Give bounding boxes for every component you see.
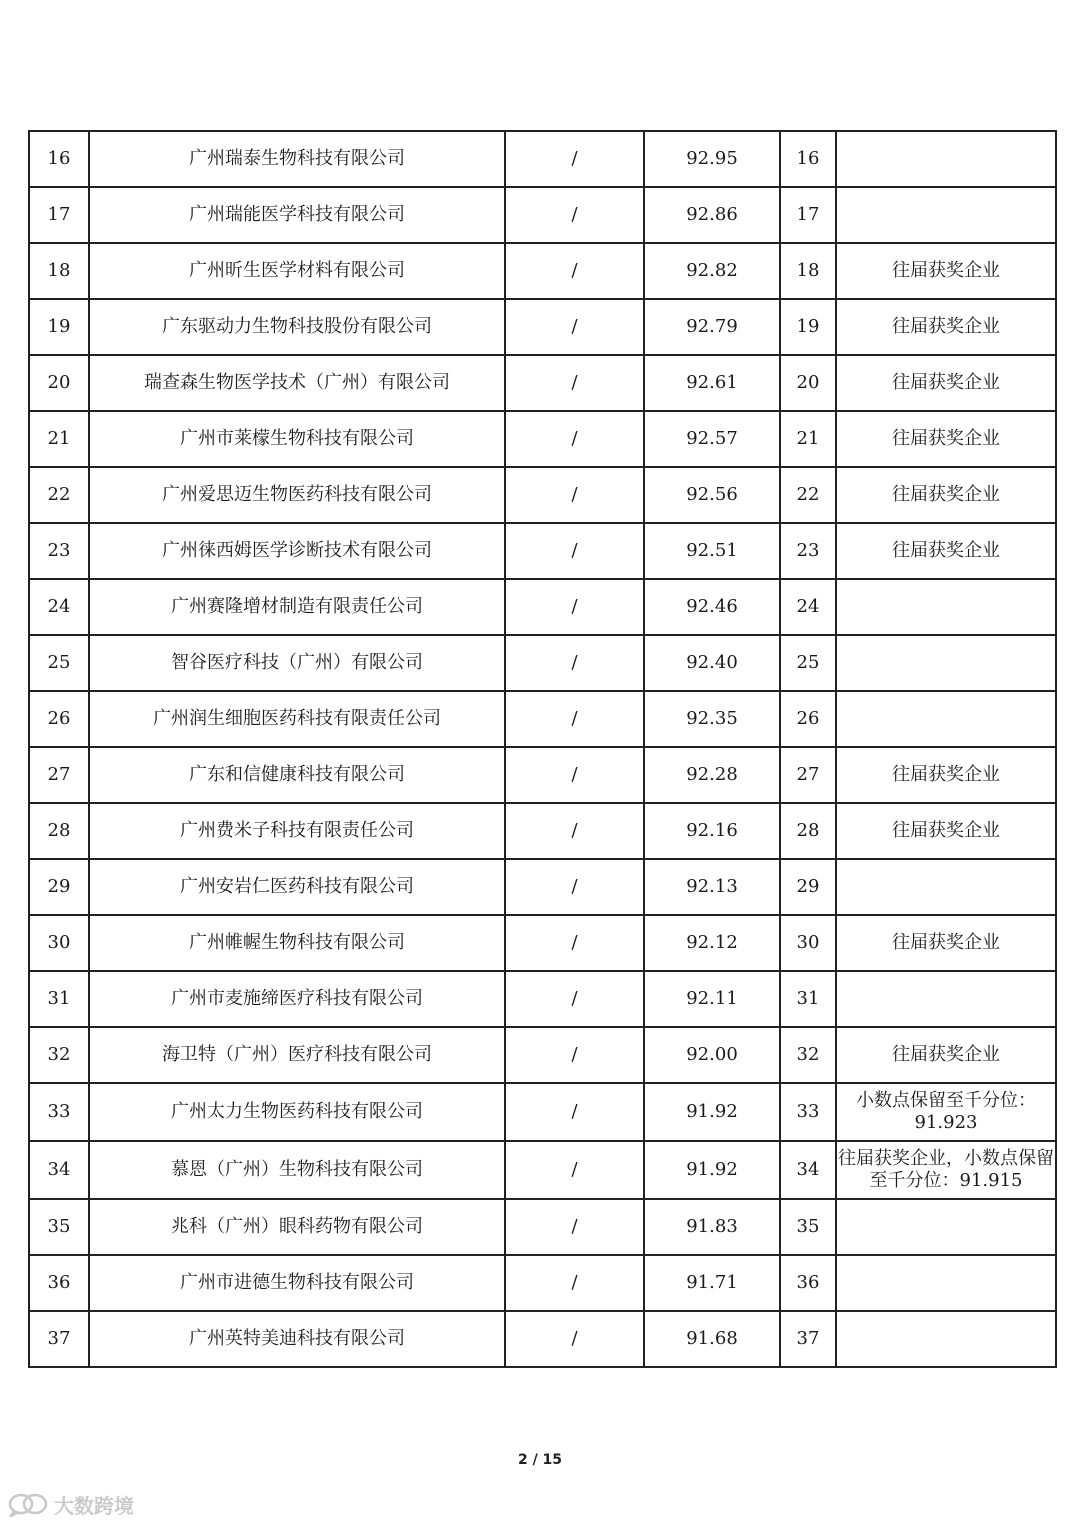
rank-cell: 31 (29, 971, 89, 1027)
rank-repeat-cell: 21 (780, 411, 836, 467)
note-cell: 往届获奖企业 (836, 915, 1056, 971)
rank-cell: 29 (29, 859, 89, 915)
rank-repeat-cell: 23 (780, 523, 836, 579)
slash-cell: / (505, 1311, 644, 1367)
company-name-cell: 广州费米子科技有限责任公司 (89, 803, 505, 859)
slash-cell: / (505, 467, 644, 523)
rank-repeat-cell: 17 (780, 187, 836, 243)
note-cell (836, 971, 1056, 1027)
rank-cell: 25 (29, 635, 89, 691)
company-name-cell: 广州昕生医学材料有限公司 (89, 243, 505, 299)
note-cell: 往届获奖企业 (836, 523, 1056, 579)
slash-cell: / (505, 355, 644, 411)
note-cell: 往届获奖企业 (836, 243, 1056, 299)
score-cell: 92.12 (644, 915, 780, 971)
note-cell (836, 635, 1056, 691)
score-cell: 92.11 (644, 971, 780, 1027)
slash-cell: / (505, 803, 644, 859)
rank-cell: 20 (29, 355, 89, 411)
rank-cell: 37 (29, 1311, 89, 1367)
slash-cell: / (505, 1027, 644, 1083)
company-name-cell: 广州太力生物医药科技有限公司 (89, 1083, 505, 1141)
slash-cell: / (505, 1141, 644, 1199)
rank-repeat-cell: 32 (780, 1027, 836, 1083)
score-cell: 91.92 (644, 1141, 780, 1199)
table-row (29, 1141, 1056, 1199)
score-cell: 92.28 (644, 747, 780, 803)
rank-cell: 24 (29, 579, 89, 635)
company-name-cell: 广州徕西姆医学诊断技术有限公司 (89, 523, 505, 579)
company-name-cell: 广州市麦施缔医疗科技有限公司 (89, 971, 505, 1027)
rank-repeat-cell: 30 (780, 915, 836, 971)
table-row (29, 243, 1056, 299)
table-row (29, 971, 1056, 1027)
score-cell: 91.83 (644, 1199, 780, 1255)
slash-cell: / (505, 579, 644, 635)
table-row (29, 131, 1056, 187)
note-cell (836, 859, 1056, 915)
score-cell: 92.56 (644, 467, 780, 523)
note-cell: 往届获奖企业 (836, 467, 1056, 523)
slash-cell: / (505, 1255, 644, 1311)
ranking-table-body (29, 131, 1056, 1367)
company-name-cell: 广州爱思迈生物医药科技有限公司 (89, 467, 505, 523)
company-name-cell: 广州赛隆增材制造有限责任公司 (89, 579, 505, 635)
rank-cell: 32 (29, 1027, 89, 1083)
slash-cell: / (505, 411, 644, 467)
score-cell: 92.61 (644, 355, 780, 411)
score-cell: 92.40 (644, 635, 780, 691)
score-cell: 92.16 (644, 803, 780, 859)
slash-cell: / (505, 1083, 644, 1141)
score-cell: 92.35 (644, 691, 780, 747)
score-cell: 91.68 (644, 1311, 780, 1367)
rank-repeat-cell: 35 (780, 1199, 836, 1255)
rank-repeat-cell: 27 (780, 747, 836, 803)
score-cell: 91.92 (644, 1083, 780, 1141)
note-cell: 往届获奖企业，小数点保留至千分位：91.915 (836, 1141, 1056, 1199)
company-name-cell: 广州市莱檬生物科技有限公司 (89, 411, 505, 467)
company-name-cell: 慕恩（广州）生物科技有限公司 (89, 1141, 505, 1199)
score-cell: 92.00 (644, 1027, 780, 1083)
table-row (29, 803, 1056, 859)
slash-cell: / (505, 971, 644, 1027)
note-cell (836, 1199, 1056, 1255)
score-cell: 92.86 (644, 187, 780, 243)
table-row (29, 1027, 1056, 1083)
rank-cell: 28 (29, 803, 89, 859)
rank-repeat-cell: 16 (780, 131, 836, 187)
rank-cell: 33 (29, 1083, 89, 1141)
score-cell: 92.57 (644, 411, 780, 467)
rank-cell: 16 (29, 131, 89, 187)
rank-cell: 30 (29, 915, 89, 971)
note-cell: 往届获奖企业 (836, 355, 1056, 411)
rank-cell: 17 (29, 187, 89, 243)
slash-cell: / (505, 859, 644, 915)
table-row (29, 579, 1056, 635)
watermark-text: 大数跨境 (54, 1494, 134, 1518)
note-cell: 往届获奖企业 (836, 747, 1056, 803)
note-cell: 往届获奖企业 (836, 411, 1056, 467)
company-name-cell: 广东驱动力生物科技股份有限公司 (89, 299, 505, 355)
rank-repeat-cell: 20 (780, 355, 836, 411)
slash-cell: / (505, 187, 644, 243)
company-name-cell: 广州瑞泰生物科技有限公司 (89, 131, 505, 187)
table-row (29, 1199, 1056, 1255)
table-row (29, 187, 1056, 243)
slash-cell: / (505, 635, 644, 691)
table-row (29, 1083, 1056, 1141)
rank-cell: 19 (29, 299, 89, 355)
note-cell: 小数点保留至千分位：91.923 (836, 1083, 1056, 1141)
slash-cell: / (505, 243, 644, 299)
rank-cell: 34 (29, 1141, 89, 1199)
slash-cell: / (505, 299, 644, 355)
table-row (29, 691, 1056, 747)
company-name-cell: 广东和信健康科技有限公司 (89, 747, 505, 803)
rank-repeat-cell: 28 (780, 803, 836, 859)
rank-cell: 35 (29, 1199, 89, 1255)
note-cell (836, 131, 1056, 187)
note-cell (836, 579, 1056, 635)
company-name-cell: 海卫特（广州）医疗科技有限公司 (89, 1027, 505, 1083)
rank-repeat-cell: 37 (780, 1311, 836, 1367)
note-cell (836, 1255, 1056, 1311)
company-name-cell: 广州瑞能医学科技有限公司 (89, 187, 505, 243)
note-cell (836, 187, 1056, 243)
score-cell: 92.82 (644, 243, 780, 299)
table-row (29, 411, 1056, 467)
rank-cell: 22 (29, 467, 89, 523)
rank-repeat-cell: 29 (780, 859, 836, 915)
table-row (29, 1255, 1056, 1311)
rank-repeat-cell: 24 (780, 579, 836, 635)
table-row (29, 915, 1056, 971)
rank-repeat-cell: 34 (780, 1141, 836, 1199)
table-row (29, 523, 1056, 579)
score-cell: 92.95 (644, 131, 780, 187)
rank-repeat-cell: 33 (780, 1083, 836, 1141)
table-row (29, 747, 1056, 803)
ranking-table (28, 130, 1057, 1368)
slash-cell: / (505, 915, 644, 971)
slash-cell: / (505, 1199, 644, 1255)
score-cell: 92.13 (644, 859, 780, 915)
score-cell: 92.79 (644, 299, 780, 355)
score-cell: 91.71 (644, 1255, 780, 1311)
note-cell (836, 691, 1056, 747)
note-cell: 往届获奖企业 (836, 1027, 1056, 1083)
table-row (29, 859, 1056, 915)
company-name-cell: 广州安岩仁医药科技有限公司 (89, 859, 505, 915)
table-row (29, 355, 1056, 411)
rank-cell: 26 (29, 691, 89, 747)
rank-repeat-cell: 31 (780, 971, 836, 1027)
rank-cell: 27 (29, 747, 89, 803)
slash-cell: / (505, 523, 644, 579)
company-name-cell: 广州英特美迪科技有限公司 (89, 1311, 505, 1367)
rank-repeat-cell: 18 (780, 243, 836, 299)
rank-repeat-cell: 26 (780, 691, 836, 747)
company-name-cell: 智谷医疗科技（广州）有限公司 (89, 635, 505, 691)
slash-cell: / (505, 131, 644, 187)
slash-cell: / (505, 691, 644, 747)
rank-cell: 23 (29, 523, 89, 579)
company-name-cell: 广州润生细胞医药科技有限责任公司 (89, 691, 505, 747)
rank-cell: 21 (29, 411, 89, 467)
company-name-cell: 瑞查森生物医学技术（广州）有限公司 (89, 355, 505, 411)
speech-bubble-icon (8, 1493, 48, 1517)
table-row (29, 299, 1056, 355)
rank-repeat-cell: 36 (780, 1255, 836, 1311)
page-number: 2 / 15 (517, 1452, 563, 1468)
score-cell: 92.46 (644, 579, 780, 635)
note-cell: 往届获奖企业 (836, 299, 1056, 355)
slash-cell: / (505, 747, 644, 803)
table-row (29, 467, 1056, 523)
score-cell: 92.51 (644, 523, 780, 579)
company-name-cell: 兆科（广州）眼科药物有限公司 (89, 1199, 505, 1255)
rank-repeat-cell: 22 (780, 467, 836, 523)
table-row (29, 1311, 1056, 1367)
rank-cell: 36 (29, 1255, 89, 1311)
note-cell: 往届获奖企业 (836, 803, 1056, 859)
watermark (8, 1490, 134, 1519)
company-name-cell: 广州市进德生物科技有限公司 (89, 1255, 505, 1311)
rank-repeat-cell: 19 (780, 299, 836, 355)
company-name-cell: 广州帷幄生物科技有限公司 (89, 915, 505, 971)
rank-cell: 18 (29, 243, 89, 299)
note-cell (836, 1311, 1056, 1367)
rank-repeat-cell: 25 (780, 635, 836, 691)
table-row (29, 635, 1056, 691)
